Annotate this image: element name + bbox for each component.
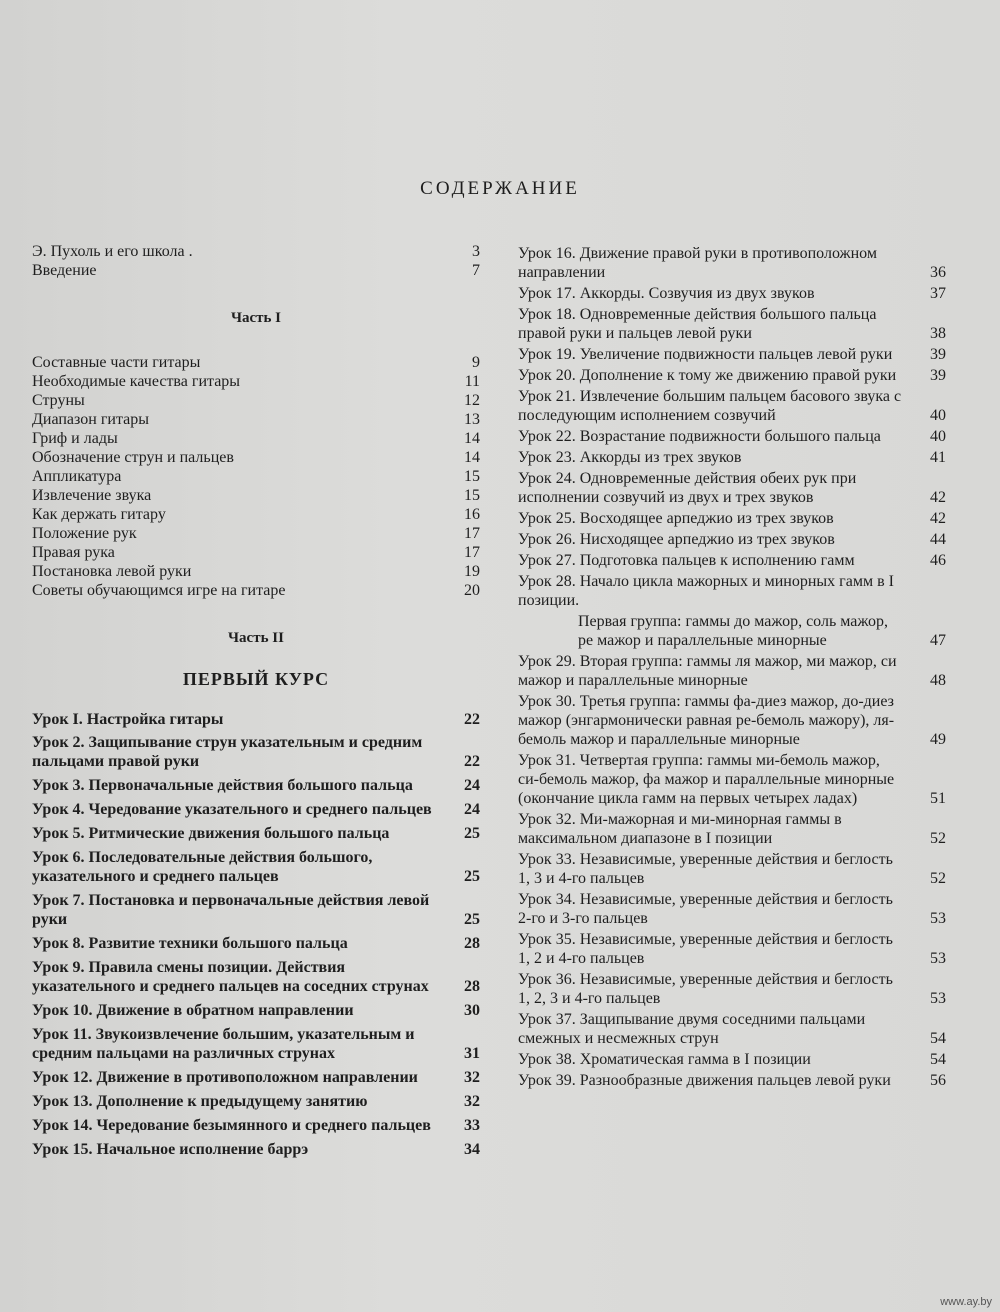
toc-entry-title: Урок 2. Защипывание струн указательным и средним пальцами правой руки [32, 734, 423, 770]
toc-entry-title: Урок 35. Независимые, уверенные действия и беглость 1, 2 и 4-го пальцев [518, 931, 893, 967]
toc-entry-title: Урок 13. Дополнение к предыдущему занятию [32, 1093, 368, 1110]
toc-entry-title: Гриф и лады [32, 430, 118, 447]
toc-entry-title: Урок 10. Движение в обратном направлении [32, 1002, 354, 1019]
toc-entry [32, 486, 480, 505]
toc-entry [518, 751, 946, 808]
toc-entry [32, 1068, 480, 1087]
toc-entry [518, 890, 946, 928]
toc-entry-page: 25 [464, 868, 480, 885]
toc-entry [32, 1092, 480, 1111]
toc-entry-page: 37 [930, 285, 946, 302]
toc-entry-page: 25 [464, 825, 480, 842]
toc-entry-page: 40 [930, 428, 946, 445]
toc-entry-title: Урок I. Настройка гитары [32, 711, 224, 728]
toc-entry-page: 20 [464, 582, 480, 599]
toc-entry-page: 52 [930, 870, 946, 887]
toc-entry [518, 572, 946, 610]
toc-entry-title: Урок 29. Вторая группа: гаммы ля мажор, ми мажор, си мажор и параллельные минорные [518, 653, 897, 689]
course-heading: ПЕРВЫЙ КУРС [182, 669, 330, 689]
toc-entry [518, 305, 946, 343]
toc-entry-title: Урок 34. Независимые, уверенные действия и беглость 2-го и 3-го пальцев [518, 891, 893, 927]
toc-entry [518, 509, 946, 528]
toc-entry-title: Как держать гитару [32, 506, 166, 523]
toc-entry-page: 53 [930, 990, 946, 1007]
toc-entry [32, 776, 480, 795]
left-list [32, 242, 480, 1159]
toc-entry-title: Урок 33. Независимые, уверенные действия и беглость 1, 3 и 4-го пальцев [518, 851, 893, 887]
toc-entry-page: 39 [930, 367, 946, 384]
toc-entry-title: Урок 8. Развитие техники большого пальца [32, 935, 348, 952]
toc-entry [518, 284, 946, 303]
toc-entry-title: Правая рука [32, 544, 115, 561]
toc-entry-title: Урок 15. Начальное исполнение баррэ [32, 1141, 309, 1158]
toc-entry [32, 562, 480, 581]
toc-entry [32, 958, 480, 996]
toc-entry [32, 733, 480, 771]
part-heading: Часть I [230, 310, 282, 326]
toc-entry-page: 46 [930, 552, 946, 569]
toc-entry-title: Введение [32, 262, 97, 279]
toc-entry [32, 429, 480, 448]
toc-entry [32, 1025, 480, 1063]
toc-entry-page: 42 [930, 510, 946, 527]
toc-entry-page: 51 [930, 790, 946, 807]
toc-entry [32, 1001, 480, 1020]
toc-entry [518, 387, 946, 425]
toc-entry-page: 40 [930, 407, 946, 424]
toc-entry-title: Урок 7. Постановка и первоначальные действия левой руки [32, 892, 430, 928]
toc-entry [518, 1010, 946, 1048]
toc-entry-page: 14 [464, 430, 480, 447]
toc-entry-title: Урок 25. Восходящее арпеджио из трех звуков [518, 510, 834, 527]
toc-entry-title: Урок 22. Возрастание подвижности большого пальца [518, 428, 881, 445]
toc-entry [518, 448, 946, 467]
toc-entry-page: 13 [464, 411, 480, 428]
toc-entry [518, 345, 946, 364]
toc-entry [518, 692, 946, 749]
toc-entry-title: Постановка левой руки [32, 563, 192, 580]
toc-entry-page: 49 [930, 731, 946, 748]
toc-entry-title: Урок 9. Правила смены позиции. Действия указательного и среднего пальцев на соседних струнах [32, 959, 429, 995]
toc-entry-page: 12 [464, 392, 480, 409]
toc-entry-page: 16 [464, 506, 480, 523]
toc-entry-title: Аппликатура [32, 468, 122, 485]
toc-entry-title: Урок 17. Аккорды. Созвучия из двух звуков [518, 285, 815, 302]
toc-entry-title: Урок 20. Дополнение к тому же движению правой руки [518, 367, 897, 384]
toc-entry-title: Диапазон гитары [32, 411, 149, 428]
toc-entry-page: 22 [464, 711, 480, 728]
toc-entry-title: Урок 37. Защипывание двумя соседними пальцами смежных и несмежных струн [518, 1011, 866, 1047]
toc-entry-page: 19 [464, 563, 480, 580]
toc-entry-title: Урок 24. Одновременные действия обеих рук при исполнении созвучий из двух и трех звуков [518, 470, 857, 506]
toc-entry-page: 48 [930, 672, 946, 689]
toc-entry-title: Урок 32. Ми-мажорная и ми-минорная гаммы в максимальном диапазоне в I позиции [518, 811, 842, 847]
toc-entry-page: 47 [930, 632, 946, 649]
toc-entry [518, 551, 946, 570]
toc-entry-title: Первая группа: гаммы до мажор, соль мажор, ре мажор и параллельные минорные [578, 613, 889, 649]
toc-entry [32, 800, 480, 819]
toc-entry [32, 581, 480, 600]
toc-entry [518, 1050, 946, 1069]
toc-entry-page: 44 [930, 531, 946, 548]
toc-entry [518, 850, 946, 888]
toc-entry-page: 17 [464, 544, 480, 561]
toc-entry-page: 42 [930, 489, 946, 506]
toc-entry-page: 28 [464, 978, 480, 995]
toc-entry [518, 810, 946, 848]
toc-entry-title: Струны [32, 392, 85, 409]
toc-entry-page: 32 [464, 1069, 480, 1086]
toc-entry-title: Урок 28. Начало цикла мажорных и минорных гамм в I позиции. [518, 573, 894, 609]
toc-entry-title: Извлечение звука [32, 487, 152, 504]
toc-entry-page: 36 [930, 264, 946, 281]
toc-entry [518, 427, 946, 446]
toc-entry-page: 31 [464, 1045, 480, 1062]
toc-entry-title: Урок 36. Независимые, уверенные действия и беглость 1, 2, 3 и 4-го пальцев [518, 971, 893, 1007]
toc-entry [518, 652, 946, 690]
toc-entry-page: 33 [464, 1117, 480, 1134]
toc-entry [518, 469, 946, 507]
toc-entry-title: Урок 6. Последовательные действия большого, указательного и среднего пальцев [32, 849, 373, 885]
toc-entry-title: Урок 14. Чередование безымянного и среднего пальцев [32, 1117, 431, 1134]
toc-entry-page: 3 [472, 243, 480, 260]
toc-entry-page: 24 [464, 801, 480, 818]
toc-entry-title: Обозначение струн и пальцев [32, 449, 234, 466]
part-heading: Часть II [228, 630, 284, 646]
toc-entry-page: 53 [930, 910, 946, 927]
toc-entry-page: 28 [464, 935, 480, 952]
toc-entry-title: Урок 31. Четвертая группа: гаммы ми-бемоль мажор, си-бемоль мажор, фа мажор и параллельные минорные (окончание цикла гамм на первых четырех ладах) [518, 752, 895, 807]
toc-entry-page: 9 [472, 354, 480, 371]
toc-entry-page: 14 [464, 449, 480, 466]
toc-entry [32, 261, 480, 280]
toc-entry [518, 244, 946, 282]
toc-entry-title: Составные части гитары [32, 354, 201, 371]
toc-entry-page: 52 [930, 830, 946, 847]
toc-entry-title: Урок 16. Движение правой руки в противоположном направлении [518, 245, 877, 281]
toc-entry [32, 934, 480, 953]
toc-entry-title: Э. Пухоль и его школа . [32, 243, 193, 260]
toc-entry-title: Урок 30. Третья группа: гаммы фа-диез мажор, до-диез мажор (энгармонически равная ре-бемоль мажору), ля-бемоль мажор и параллельные минорные [518, 693, 895, 748]
toc-entry [32, 448, 480, 467]
toc-entry [32, 505, 480, 524]
toc-entry-title: Урок 19. Увеличение подвижности пальцев левой руки [518, 346, 893, 363]
toc-entry-page: 15 [464, 468, 480, 485]
toc-entry-title: Урок 21. Извлечение большим пальцем басового звука с последующим исполнением созвучий [518, 388, 902, 424]
toc-entry [518, 530, 946, 549]
toc-entry-title: Положение рук [32, 525, 137, 542]
toc-entry-page: 53 [930, 950, 946, 967]
toc-entry-title: Урок 3. Первоначальные действия большого пальца [32, 777, 413, 794]
right-list [518, 244, 946, 1090]
toc-entry [518, 930, 946, 968]
toc-entry-page: 39 [930, 346, 946, 363]
toc-entry-page: 11 [464, 373, 480, 390]
toc-entry [32, 1140, 480, 1159]
toc-entry-title: Урок 4. Чередование указательного и среднего пальцев [32, 801, 432, 818]
toc-entry-title: Урок 38. Хроматическая гамма в I позиции [518, 1051, 811, 1068]
toc-entry-title: Урок 18. Одновременные действия большого пальца правой руки и пальцев левой руки [518, 306, 877, 342]
toc-entry-page: 7 [472, 262, 480, 279]
toc-entry [32, 410, 480, 429]
toc-entry [518, 612, 946, 650]
toc-entry-title: Урок 12. Движение в противоположном направлении [32, 1069, 418, 1086]
toc-entry-title: Советы обучающимся игре на гитаре [32, 582, 286, 599]
toc-entry [32, 391, 480, 410]
page-title: СОДЕРЖАНИЕ [420, 178, 580, 199]
toc-entry-page: 22 [464, 753, 480, 770]
toc-entry-title: Урок 26. Нисходящее арпеджио из трех звуков [518, 531, 835, 548]
toc-entry-page: 25 [464, 911, 480, 928]
toc-entry [32, 543, 480, 562]
left-column [32, 240, 480, 1159]
toc-entry-page: 15 [464, 487, 480, 504]
toc-entry-page: 34 [464, 1141, 480, 1158]
toc-entry-page: 56 [930, 1072, 946, 1089]
toc-entry-title: Урок 11. Звукоизвлечение большим, указательным и средним пальцами на различных струнах [32, 1026, 415, 1062]
toc-entry-title: Урок 27. Подготовка пальцев к исполнению гамм [518, 552, 855, 569]
toc-entry-page: 17 [464, 525, 480, 542]
toc-entry-page: 38 [930, 325, 946, 342]
toc-entry [32, 848, 480, 886]
toc-entry [32, 353, 480, 372]
toc-entry-title: Урок 39. Разнообразные движения пальцев левой руки [518, 1072, 891, 1089]
toc-entry [32, 467, 480, 486]
toc-entry [518, 1071, 946, 1090]
toc-entry [32, 372, 480, 391]
toc-entry [32, 1116, 480, 1135]
toc-entry-page: 30 [464, 1002, 480, 1019]
toc-entry-page: 54 [930, 1030, 946, 1047]
toc-entry-page: 54 [930, 1051, 946, 1068]
toc-entry-title: Необходимые качества гитары [32, 373, 241, 390]
toc-entry-title: Урок 5. Ритмические движения большого пальца [32, 825, 390, 842]
toc-entry-page: 24 [464, 777, 480, 794]
toc-entry [518, 970, 946, 1008]
toc-entry-page: 41 [930, 449, 946, 466]
toc-entry [32, 891, 480, 929]
toc-entry [32, 524, 480, 543]
toc-entry [32, 824, 480, 843]
toc-entry [518, 366, 946, 385]
watermark: www.ay.by [940, 1296, 992, 1308]
right-column [518, 240, 946, 1090]
toc-entry-page: 32 [464, 1093, 480, 1110]
toc-entry [32, 242, 480, 261]
toc-entry [32, 710, 480, 729]
toc-entry-title: Урок 23. Аккорды из трех звуков [518, 449, 742, 466]
